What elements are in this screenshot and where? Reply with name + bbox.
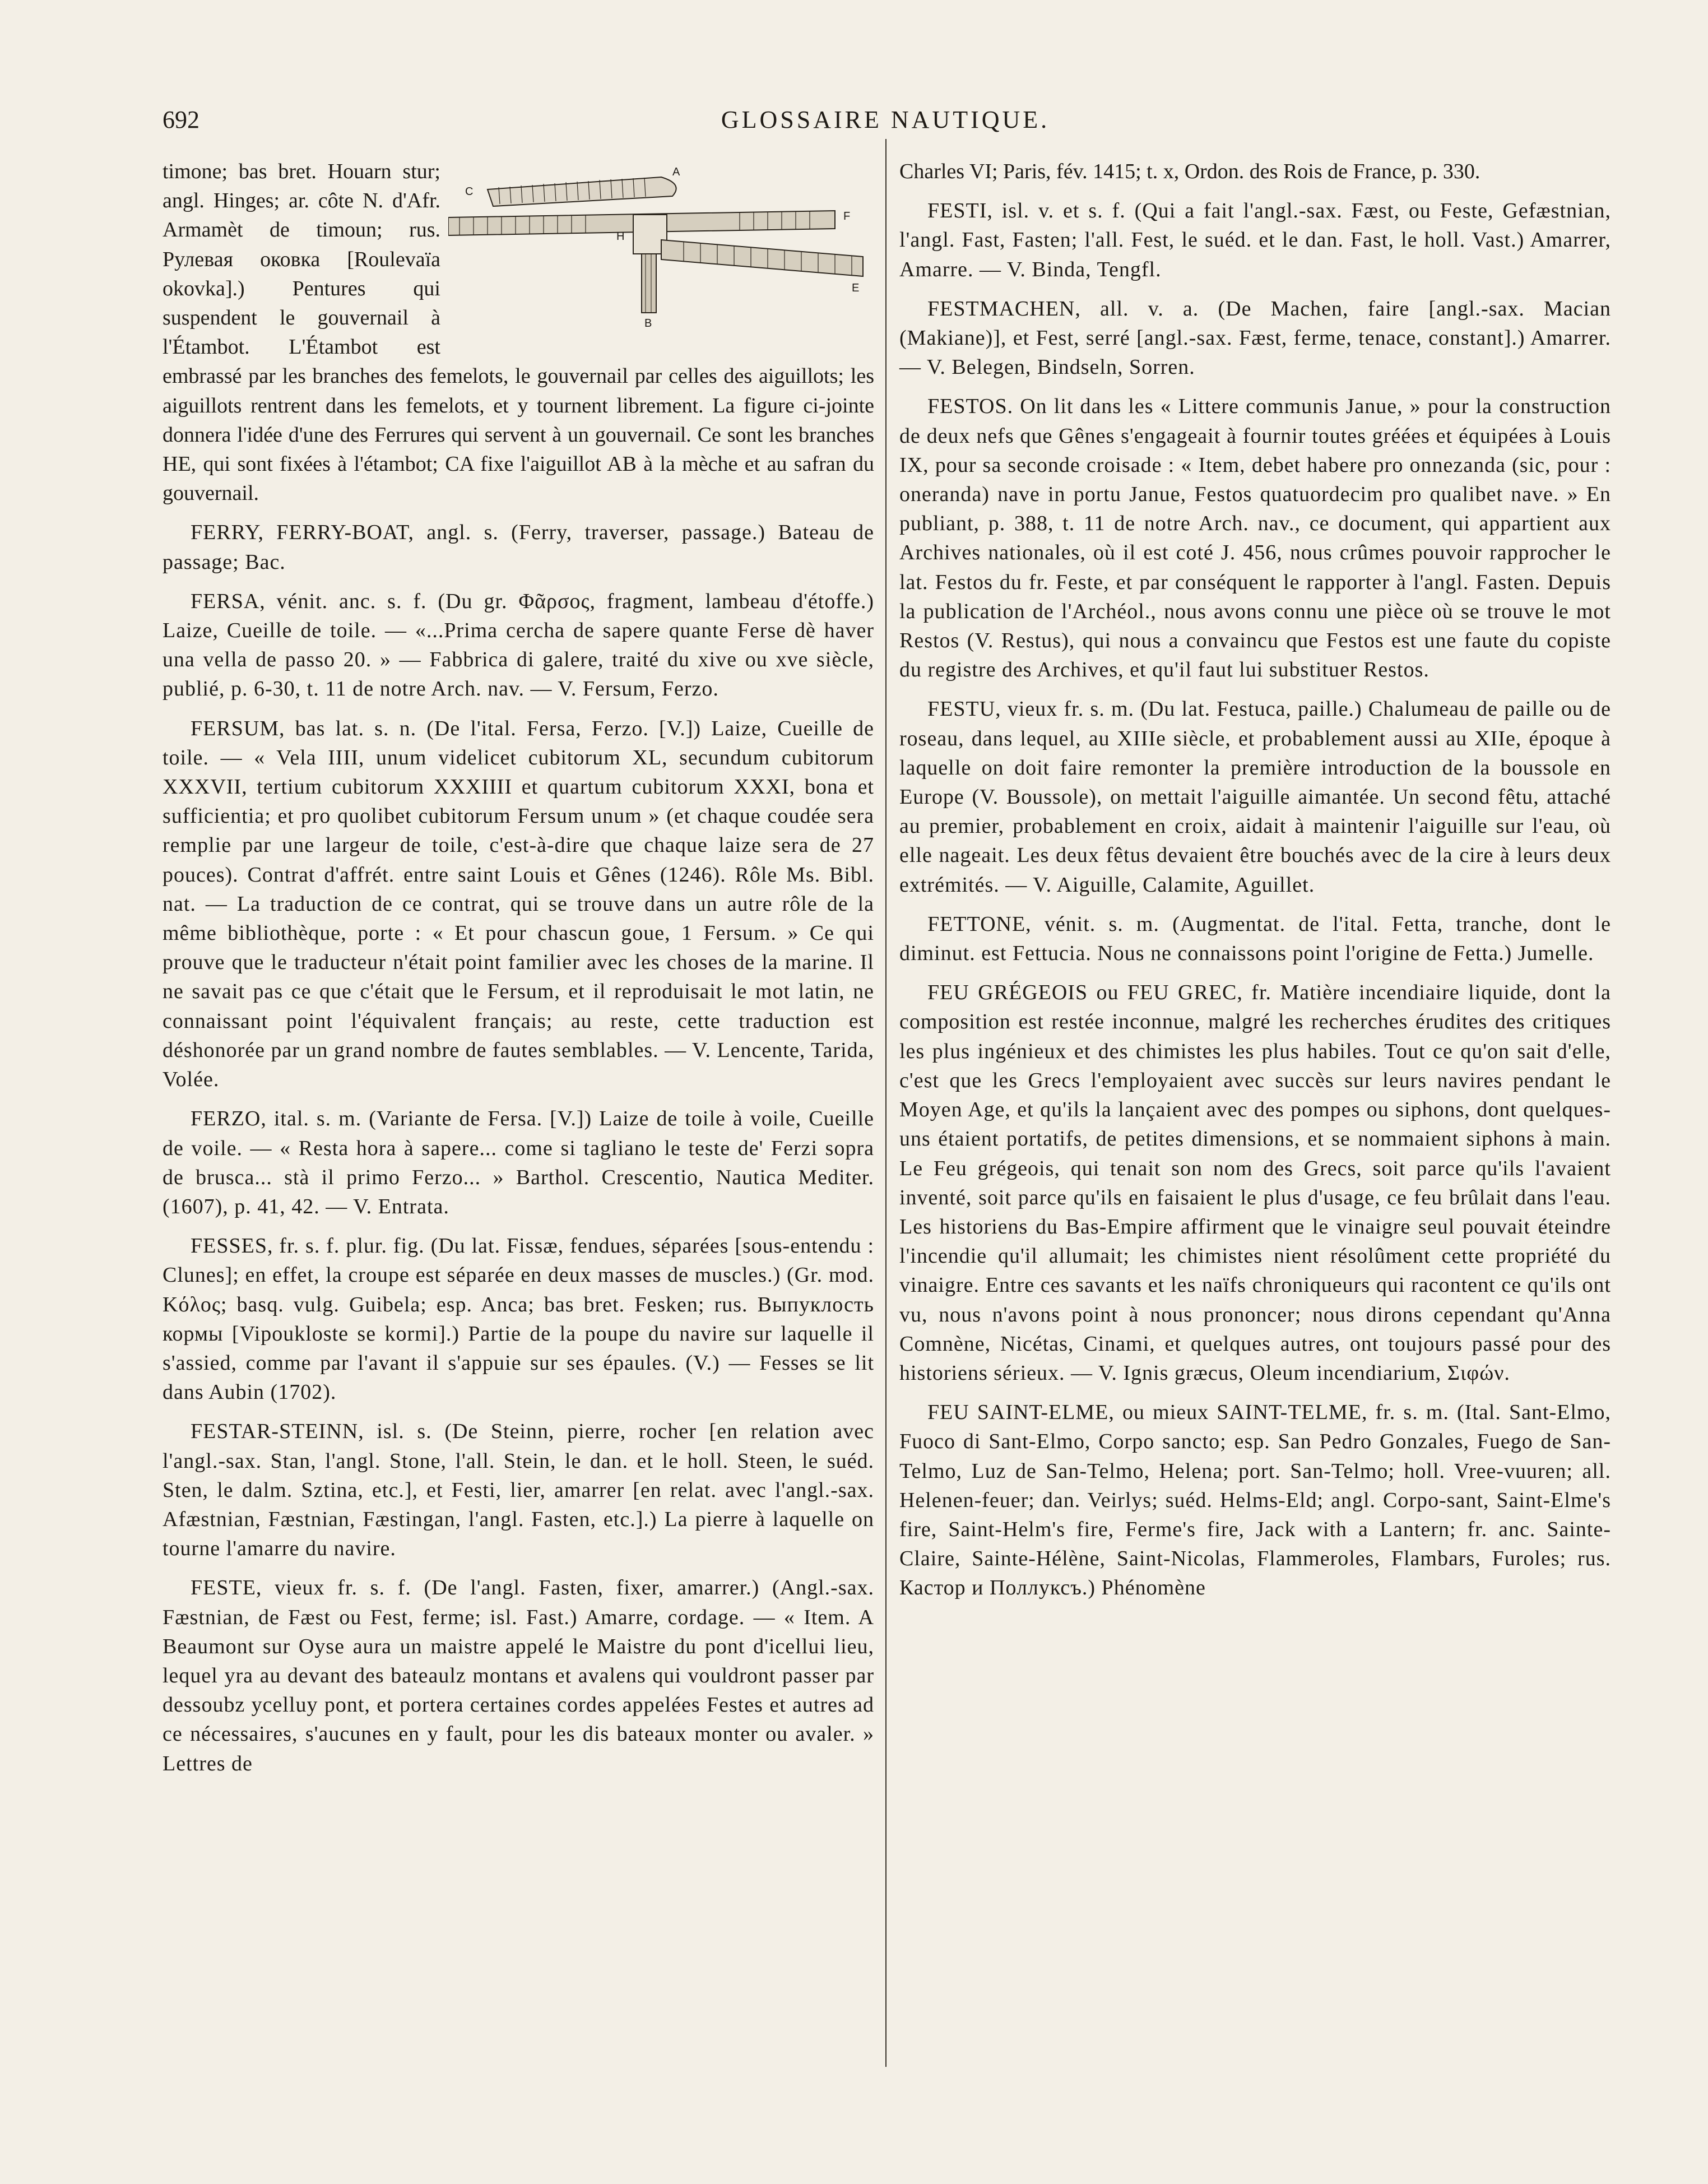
entry-fesses: FESSES, fr. s. f. plur. fig. (Du lat. Fissæ, fendues, séparées [sous-entendu : Clunes]; en effet, la croupe est séparée en deux masses de muscles.) (Gr. mod. Κόλος; basq. vulg. Guibela; esp. Anca; bas bret. Fesken; rus. Выпуклость кормы [Vipoukloste se kormi].) Partie de la poupe du navire sur laquelle il s'assied, comme par l'avant il s'appuie sur ses épaules. (V.) — Fesses se lit dans Aubin (1702). <box>163 1234 874 1404</box>
entry-feste: FESTE, vieux fr. s. f. (De l'angl. Fasten, fixer, amarrer.) (Angl.-sax. Fæstnian, de Fæst ou Fest, ferme; isl. Fast.) Amarre, cordage. — « Item. A Beaumont sur Oyse aura un maistre appelé le Maistre du pont d'icellui lieu, lequel yra au devant des bateaulz montans et avalens qui vouldront passer par dessoubz ycelluy pont, et portera certaines cordes appelées Festes et autres ad ce nécessaires, s'aucunes en y fault, pour les dis bateaux monter ou avaler. » Lettres de <box>163 1576 874 1775</box>
entry-ferzo: FERZO, ital. s. m. (Variante de Fersa. [V.]) Laize de toile à voile, Cueille de voile. — « Resta hora à sapere... come si tagliano le teste de' Ferzi sopra de brusca... stà il primo Ferzo... » Barthol. Crescentio, Nautica Mediter. (1607), p. 41, 42. — V. Entrata. <box>163 1107 874 1218</box>
figure-label-a: A <box>672 166 680 178</box>
entry-festar-steinn: FESTAR-STEINN, isl. s. (De Steinn, pierre, rocher [en relation avec l'angl.-sax. Stan, l'angl. Stone, l'all. Stein, le dan. et le holl. Steen, le suéd. Sten, le dalm. Sztina, etc.], et Festi, lier, amarrer [en relat. avec l'angl.-sax. Afæstnian, Fæstnian, Fæstingan, l'angl. Fasten, etc.].) La pierre à laquelle on tourne l'amarre du navire. <box>163 1420 874 1561</box>
column-divider <box>885 139 887 2067</box>
figure-label-c: C <box>465 186 474 198</box>
entry-festi: FESTI, isl. v. et s. f. (Qui a fait l'angl.-sax. Fæst, ou Feste, Gefæstnian, l'angl. Fast, Fasten; l'all. Fest, le suéd. et le dan. Fast, le holl. Vast.) Amarrer, Amarre. — V. Binda, Tengfl. <box>899 199 1611 281</box>
entry-festu: FESTU, vieux fr. s. m. (Du lat. Festuca, paille.) Chalumeau de paille ou de roseau, dans lequel, au XIIIe siècle, et probablement aussi au XIIe, époque à laquelle on doit faire remonter la première introduction de la boussole en Europe (V. Boussole), on mettait l'aiguille aimantée. Un second fêtu, attaché au premier, probablement en croix, aidait à maintenir l'aiguille sur l'eau, où elle nageait. Les deux fêtus devaient être bouchés avec de la cire à leurs deux extrémités. — V. Aiguille, Calamite, Aguillet. <box>899 697 1611 897</box>
entry-ferry: FERRY, FERRY-BOAT, angl. s. (Ferry, traverser, passage.) Bateau de passage; Bac. <box>163 521 874 574</box>
entry-fettone: FETTONE, vénit. s. m. (Augmentat. de l'ital. Fetta, tranche, dont le diminut. est Fettucia. Nous ne connaissons point l'origine de Fetta.) Jumelle. <box>899 912 1611 966</box>
entry-feu-gregeois: FEU GRÉGEOIS ou FEU GREC, fr. Matière incendiaire liquide, dont la composition est restée inconnue, malgré les recherches érudites des critiques les plus ingénieux et des chimistes les plus habiles. Tout ce qu'on sait d'elle, c'est que les Grecs l'employaient avec succès sur leurs navires pendant le Moyen Age, et qu'ils la lançaient avec des pompes ou siphons, dont quelques-uns étaient portatifs, de petites dimensions, et se nommaient siphons à main. Le Feu grégeois, qui tenait son nom des Grecs, soit parce qu'ils l'avaient inventé, soit parce qu'ils en faisaient le plus d'usage, ce feu brûlait dans l'eau. Les historiens du Bas-Empire affirment que le vinaigre seul pouvait éteindre l'incendie qu'il allumait; les chimistes nient résolûment cette propriété du vinaigre. Entre ces savants et les naïfs chroniqueurs qui racontent ce qu'ils ont vu, nous n'avons point à nous prononcer; nous dirons cependant qu'Anna Comnène, Nicétas, Cinami, et quelques autres, ont toujours passé pour des historiens sérieux. — V. Ignis græcus, Oleum incendiarium, Σιφών. <box>899 981 1611 1385</box>
page-number: 692 <box>163 106 199 133</box>
entry-festos: FESTOS. On lit dans les « Littere communis Janue, » pour la construction de deux nefs que Gênes s'engageait à fournir toutes gréées et équipées à Louis IX, pour sa seconde croisade : « Item, debet habere pro onnezanda (sic, pour : oneranda) nave in portu Janue, Festos quatuordecim pro qualibet nave. » En publiant, p. 388, t. 11 de notre Arch. nav., ce document, qui appartient aux Archives nationales, où il est coté J. 456, nous crûmes pouvoir rapprocher le lat. Festos du fr. Feste, et par conséquent le rapporter à l'angl. Fasten. Depuis la publication de l'Archéol., nous avons connu une pièce où se trouve le mot Restos (V. Restus), qui nous a convaincu que Festos est une faute du copiste du registre des Archives, et qu'il faut lui substituer Restos. <box>899 395 1611 682</box>
entry-feu-saint-elme: FEU SAINT-ELME, ou mieux SAINT-TELME, fr. s. m. (Ital. Sant-Elmo, Fuoco di Sant-Elmo, Corpo sancto; esp. San Pedro Gonzales, Fuego de San-Telmo, Luz de San-Telmo, Helena; port. San-Telmo; holl. Vree-vuuren; all. Helenen-feuer; dan. Veirlys; suéd. Helms-Eld; angl. Corpo-sant, Saint-Elme's fire, Saint-Helm's fire, Ferme's fire, Jack with a Lantern; fr. anc. Sainte-Claire, Sainte-Hélène, Saint-Nicolas, Flammeroles, Flambars, Furoles; rus. Кастор и Поллуксъ.) Phénomène <box>899 1401 1611 1600</box>
entry-feste-continued: Charles VI; Paris, fév. 1415; t. x, Ordon. des Rois de France, p. 330. <box>899 160 1480 183</box>
entry-ferrures-continued: timone; bas bret. Houarn stur; angl. Hinges; ar. côte N. d'Afr. Armamèt de timoun; rus. Рулевая оковка [Roulevaïa okovka].) Pentures qui suspendent le gouvernail à l'Étambot. L'Étambot est embrassé par les branches des femelots, le gouvernail par celles des aiguillots; les aiguillots rentrent dans les femelots, et y tournent librement. La figure ci-jointe donnera l'idée d'une des Ferrures qui servent à un gouvernail. Ce sont les branches HE, qui sont fixées à l'étambot; CA fixe l'aiguillot AB à la mèche et au safran du gouvernail. <box>163 160 874 506</box>
entry-fersa: FERSA, vénit. anc. s. f. (Du gr. Φᾶρσος, fragment, lambeau d'étoffe.) Laize, Cueille de toile. — «...Prima cercha de sapere quante Ferse dè haver una vella de passo 20. » — Fabbrica di galere, traité du xive ou xve siècle, publié, p. 6-30, t. 11 de notre Arch. nav. — V. Fersum, Ferzo. <box>163 589 874 701</box>
figure-label-f: F <box>843 210 851 222</box>
entry-fersum: FERSUM, bas lat. s. n. (De l'ital. Fersa, Ferzo. [V.]) Laize, Cueille de toile. — « Vela IIII, unum videlicet cubitorum XL, secundum cubitorum XXXVII, tertium cubitorum XXXIIII et quartum cubitorum XXXI, bona et sufficientia; et pro quolibet cubitorum Fersum unum » (et chaque coudée sera remplie par une largeur de toile, c'est-à-dire que chaque laize sera de 27 pouces). Contrat d'affrét. entre saint Louis et Gênes (1246). Rôle Ms. Bibl. nat. — La traduction de ce contrat, qui se trouve dans un autre rôle de la même bibliothèque, porte : « Et pour chascun goue, 1 Fersum. » Ce qui prouve que le traducteur n'était point familier avec les choses de la marine. Il ne savait pas ce que c'était que le Fersum, et il reproduisait le mot latin, ne connaissant point l'équivalent français; au reste, cette traduction est déshonorée par un grand nombre de fautes semblables. — V. Lencente, Tarida, Volée. <box>163 716 875 1092</box>
running-title: GLOSSAIRE NAUTIQUE. <box>721 106 1050 133</box>
rudder-fitting-figure <box>448 161 874 330</box>
entry-festmachen: FESTMACHEN, all. v. a. (De Machen, faire [angl.-sax. Macian (Makiane)], et Fest, serré [angl.-sax. Fæst, ferme, tenace, constant].) Amarrer. — V. Belegen, Bindseln, Sorren. <box>899 296 1611 379</box>
figure-label-e: E <box>852 282 860 294</box>
figure-label-b: B <box>644 317 652 330</box>
rudder-fitting-illustration <box>448 161 874 330</box>
left-column <box>163 157 874 1788</box>
right-column <box>899 157 1611 1613</box>
figure-label-h: H <box>616 230 625 243</box>
